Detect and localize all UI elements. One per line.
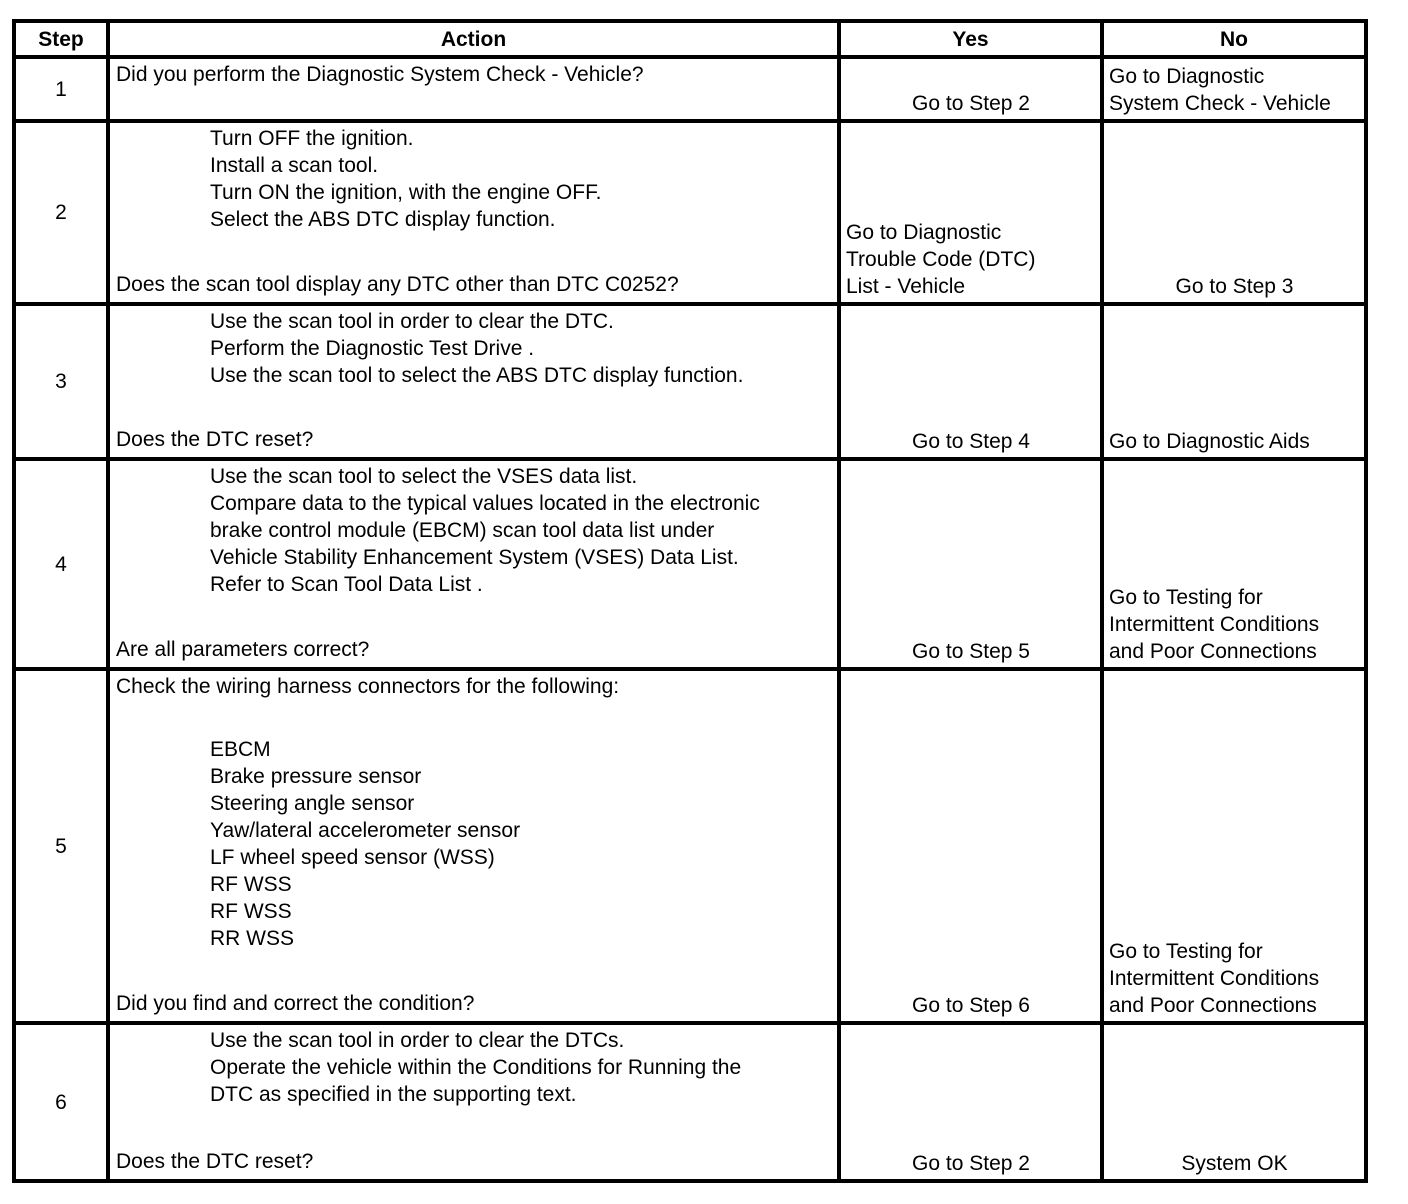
action-item: Use the scan tool in order to clear the DTC.: [210, 310, 614, 333]
action-question: Does the DTC reset?: [116, 428, 314, 451]
table-row: [14, 304, 1366, 459]
yes-cell: [839, 57, 1102, 121]
action-item: Brake pressure sensor: [210, 765, 422, 788]
action-item: LF wheel speed sensor (WSS): [210, 846, 495, 869]
no-text: System OK: [1181, 1152, 1288, 1175]
table-row: [14, 459, 1366, 669]
yes-cell: [839, 121, 1102, 304]
action-item: Use the scan tool in order to clear the DTCs.: [210, 1029, 625, 1052]
no-text: Go to Diagnostic Aids: [1109, 430, 1310, 453]
step-number: 1: [14, 57, 108, 121]
action-question: Does the DTC reset?: [116, 1150, 314, 1173]
table-row: [14, 669, 1366, 1023]
step-number: 6: [14, 1023, 108, 1181]
action-text: Check the wiring harness connectors for the following:: [116, 675, 620, 698]
no-cell: [1102, 121, 1366, 304]
no-cell: [1102, 57, 1366, 121]
action-item: Operate the vehicle within the Conditions for Running the: [210, 1056, 742, 1079]
no-cell: [1102, 459, 1366, 669]
action-cell: [108, 1023, 839, 1181]
diagnostic-table: [12, 19, 1368, 1183]
step-number: 4: [14, 459, 108, 669]
action-item: Perform the Diagnostic Test Drive .: [210, 337, 535, 360]
action-item: RF WSS: [210, 873, 292, 896]
header-no: No: [1102, 21, 1366, 57]
action-item: Compare data to the typical values located in the electronic: [210, 492, 760, 515]
action-text: Did you perform the Diagnostic System Check - Vehicle?: [116, 63, 644, 86]
yes-cell: [839, 669, 1102, 1023]
action-item: Turn OFF the ignition.: [210, 127, 414, 150]
header-step: Step: [14, 21, 108, 57]
action-cell: [108, 459, 839, 669]
action-item: RF WSS: [210, 900, 292, 923]
yes-cell: [839, 1023, 1102, 1181]
header-action: Action: [108, 21, 839, 57]
yes-cell: [839, 459, 1102, 669]
action-item: RR WSS: [210, 927, 294, 950]
action-item: Use the scan tool to select the ABS DTC display function.: [210, 364, 744, 387]
action-item: Turn ON the ignition, with the engine OFF.: [210, 181, 602, 204]
step-number: 3: [14, 304, 108, 459]
yes-text: Go to Step 5: [912, 640, 1030, 663]
no-cell: [1102, 669, 1366, 1023]
no-cell: [1102, 1023, 1366, 1181]
action-item: Refer to Scan Tool Data List .: [210, 573, 483, 596]
action-question: Does the scan tool display any DTC other than DTC C0252?: [116, 273, 679, 296]
action-question: Did you find and correct the condition?: [116, 992, 475, 1015]
action-item: Install a scan tool.: [210, 154, 379, 177]
action-cell: [108, 669, 839, 1023]
header-yes: Yes: [839, 21, 1102, 57]
no-text: Go to Testing for Intermittent Conditions and Poor Connections: [1109, 586, 1320, 663]
action-cell: [108, 57, 839, 121]
yes-text: Go to Step 2: [912, 1152, 1030, 1175]
step-number: 5: [14, 669, 108, 1023]
yes-text: Go to Step 6: [912, 994, 1030, 1017]
action-item: brake control module (EBCM) scan tool data list under: [210, 519, 715, 542]
no-text: Go to Testing for Intermittent Conditions and Poor Connections: [1109, 940, 1320, 1017]
no-text: Go to Diagnostic System Check - Vehicle: [1109, 65, 1331, 115]
no-cell: [1102, 304, 1366, 459]
blank-line: [116, 700, 831, 727]
action-cell: [108, 121, 839, 304]
action-item: Steering angle sensor: [210, 792, 415, 815]
action-item: DTC as specified in the supporting text.: [210, 1083, 577, 1106]
action-item: Yaw/lateral accelerometer sensor: [210, 819, 521, 842]
step-number: 2: [14, 121, 108, 304]
action-item: Vehicle Stability Enhancement System (VSES) Data List.: [210, 546, 739, 569]
table-row: [14, 57, 1366, 121]
action-item: EBCM: [210, 738, 271, 761]
yes-text: Go to Diagnostic Trouble Code (DTC) List - Vehicle: [846, 221, 1036, 298]
yes-cell: [839, 304, 1102, 459]
no-text: Go to Step 3: [1175, 275, 1294, 298]
table-row: [14, 1023, 1366, 1181]
action-item: Select the ABS DTC display function.: [210, 208, 556, 231]
action-question: Are all parameters correct?: [116, 638, 370, 661]
header-row: [14, 21, 1366, 57]
yes-text: Go to Step 2: [912, 92, 1030, 115]
table-row: [14, 121, 1366, 304]
action-item: Use the scan tool to select the VSES data list.: [210, 465, 638, 488]
yes-text: Go to Step 4: [912, 430, 1030, 453]
action-cell: [108, 304, 839, 459]
